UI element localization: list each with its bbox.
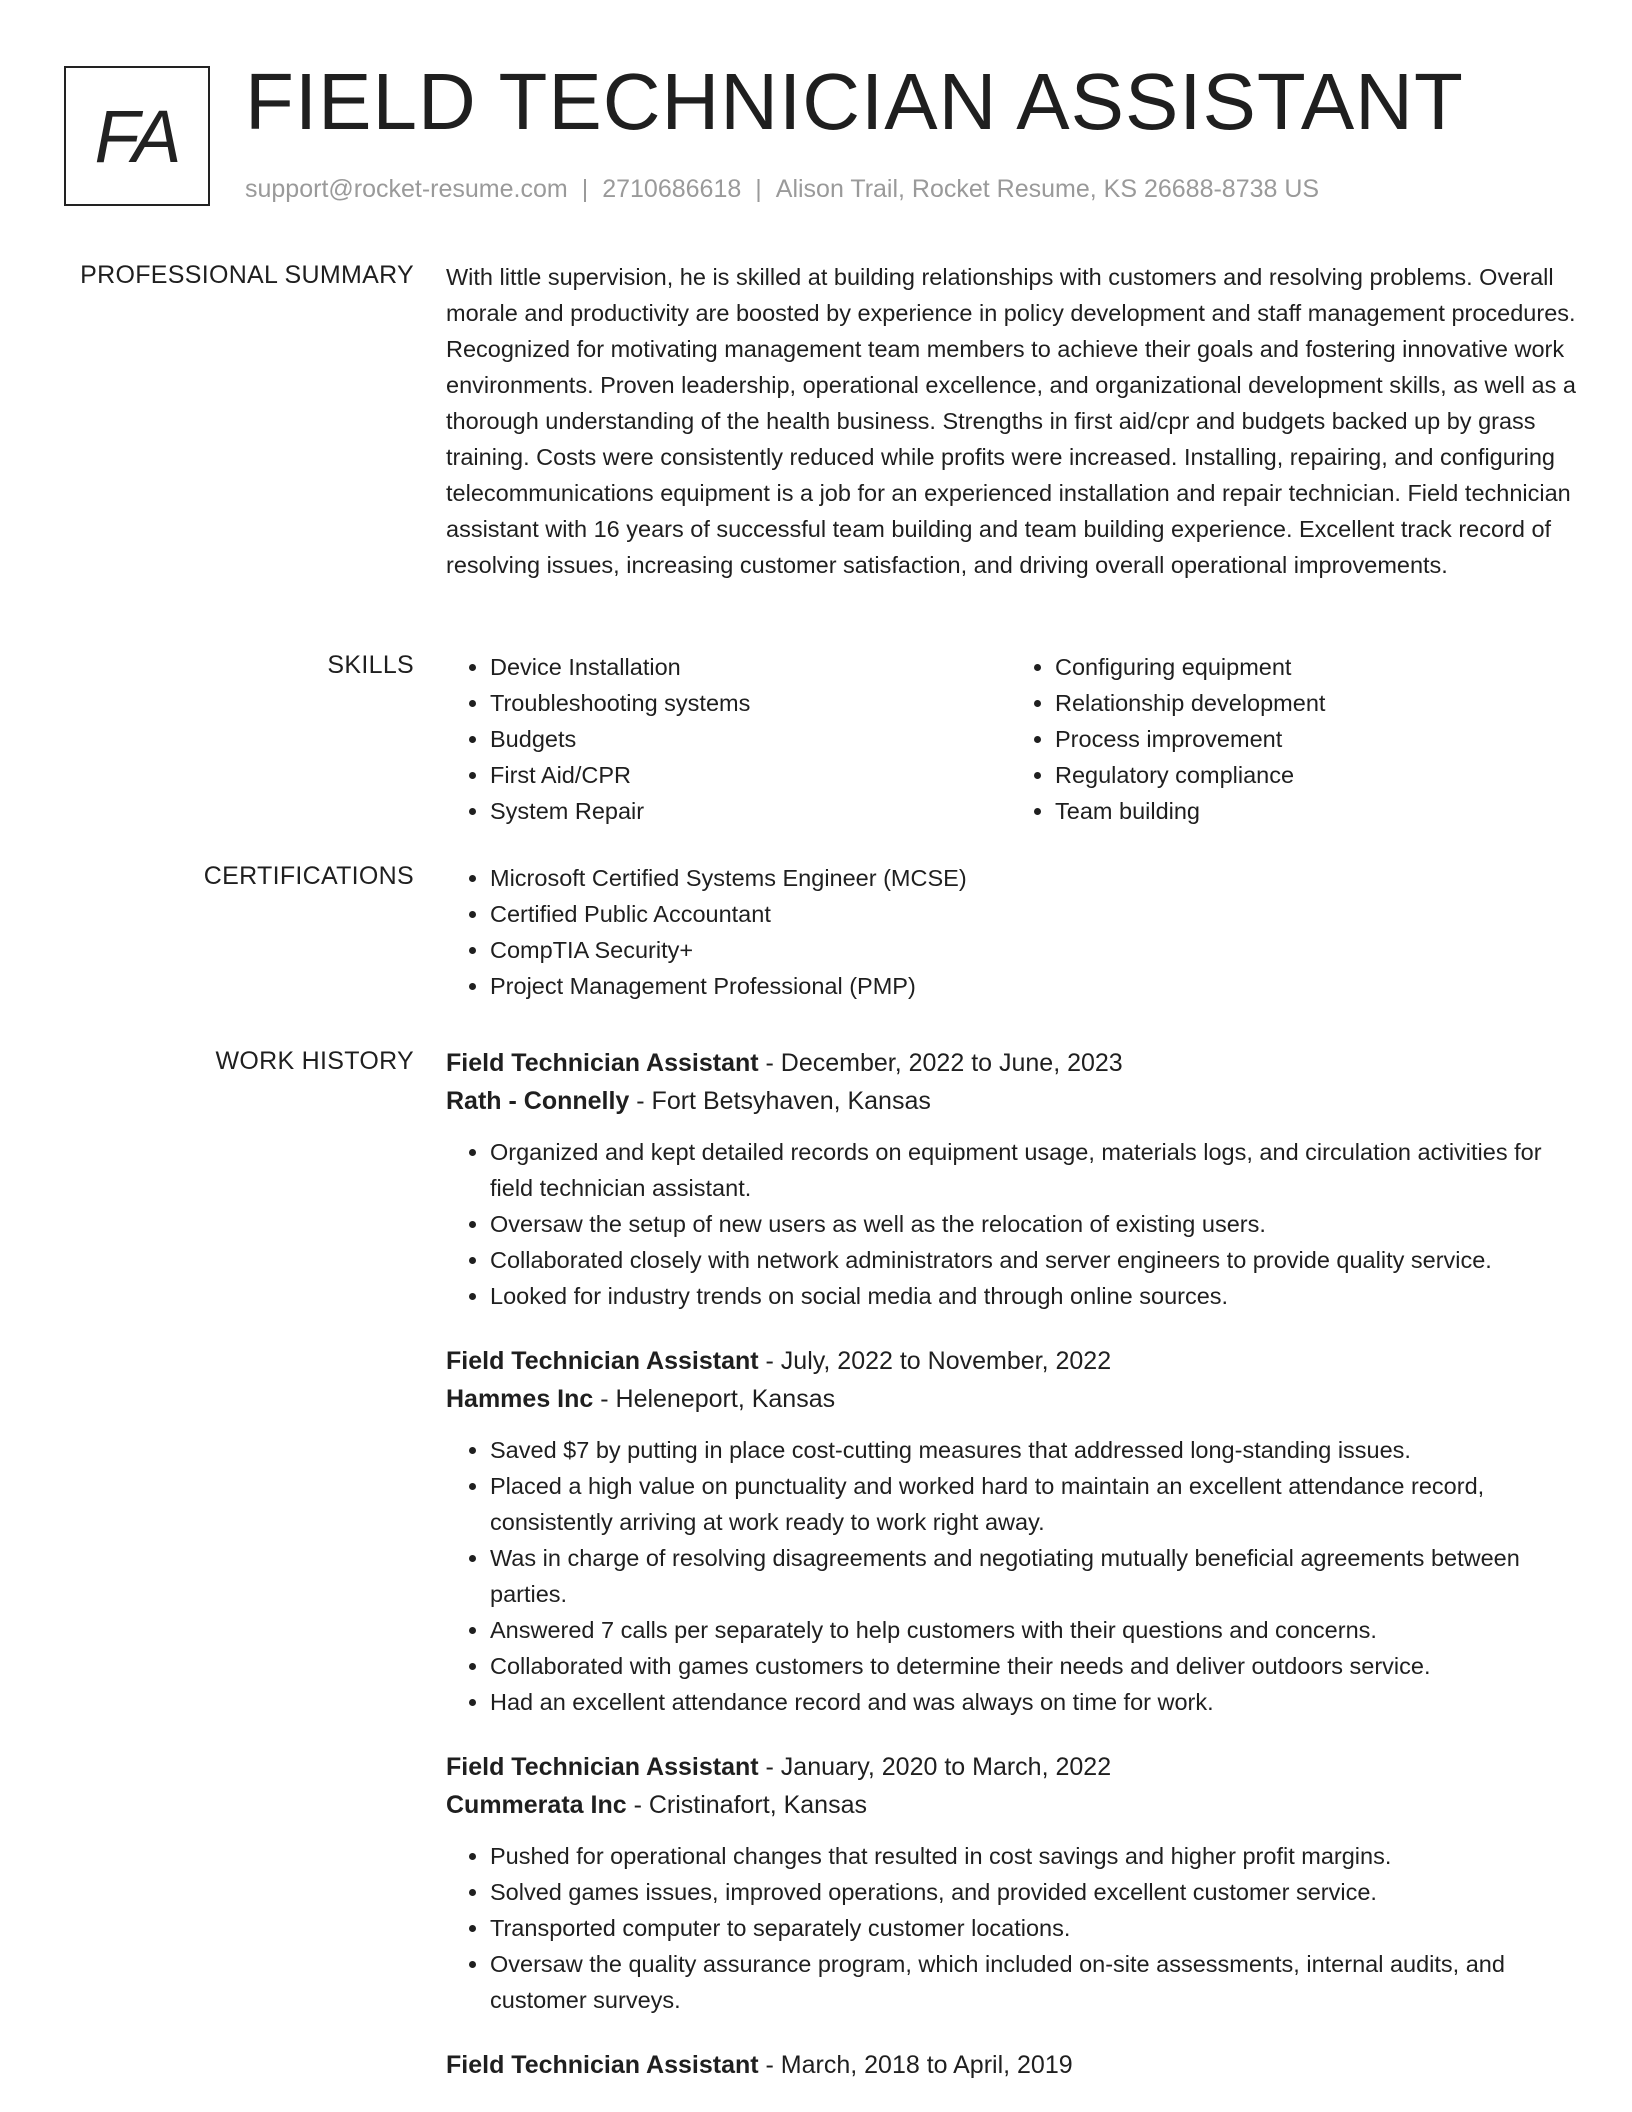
- job-dates: - January, 2020 to March, 2022: [758, 1753, 1112, 1781]
- job-bullet: • Organized and kept detailed records on equipment usage, materials logs, and circulation activities for field technician assistant.: [490, 1134, 1576, 1206]
- job-bullets: [446, 1838, 1576, 2018]
- job-company: Cummerata Inc: [446, 1791, 627, 1819]
- job-company: Hammes Inc: [446, 1385, 594, 1413]
- certification-item: • Microsoft Certified Systems Engineer (MCSE): [490, 860, 1576, 896]
- job-bullet: • Solved games issues, improved operations, and provided excellent customer service.: [490, 1874, 1576, 1910]
- contact-email[interactable]: support@rocket-resume.com: [245, 175, 568, 203]
- job-title: Field Technician Assistant: [446, 1347, 759, 1375]
- job-bullet: • Oversaw the quality assurance program, which included on-site assessments, internal audits, and customer surveys.: [490, 1946, 1576, 2018]
- monogram-logo: FA: [64, 66, 210, 206]
- job-title-line: [446, 2046, 1576, 2084]
- skill-item: • Device Installation: [490, 649, 1011, 685]
- job-bullet: • Placed a high value on punctuality and worked hard to maintain an excellent attendance record, consistently arriving at work ready to work right away.: [490, 1468, 1576, 1540]
- job-company-line: [446, 1082, 1576, 1120]
- job-location: - Cristinafort, Kansas: [626, 1791, 867, 1819]
- certification-item: • CompTIA Security+: [490, 932, 1576, 968]
- skills-list-left: [446, 649, 1011, 829]
- contact-address: Alison Trail, Rocket Resume, KS 26688-8738 US: [775, 175, 1320, 203]
- skill-item: • System Repair: [490, 793, 1011, 829]
- contact-phone[interactable]: 2710686618: [602, 175, 742, 203]
- job-bullet: • Transported computer to separately customer locations.: [490, 1910, 1576, 1946]
- job-title-line: [446, 1342, 1576, 1380]
- job-title-line: [446, 1044, 1576, 1082]
- section-label-certifications: CERTIFICATIONS: [203, 862, 414, 890]
- job-title-line: [446, 1748, 1576, 1786]
- contact-line: [245, 172, 1319, 206]
- job-entry: [446, 1748, 1576, 2018]
- skill-item: • Regulatory compliance: [1055, 757, 1576, 793]
- section-label-summary: PROFESSIONAL SUMMARY: [80, 261, 414, 289]
- job-bullet: • Saved $7 by putting in place cost-cutting measures that addressed long-standing issues.: [490, 1432, 1576, 1468]
- job-bullet: • Pushed for operational changes that resulted in cost savings and higher profit margins.: [490, 1838, 1576, 1874]
- skill-item: • Budgets: [490, 721, 1011, 757]
- job-bullet: • Had an excellent attendance record and was always on time for work.: [490, 1684, 1576, 1720]
- job-dates: - December, 2022 to June, 2023: [758, 1049, 1123, 1077]
- skill-item: • Team building: [1055, 793, 1576, 829]
- skills-list-right: [1011, 649, 1576, 829]
- job-company-line: [446, 1380, 1576, 1418]
- certifications-list: [446, 860, 1576, 1004]
- job-company: Rath - Connelly: [446, 1087, 630, 1115]
- job-dates: - March, 2018 to April, 2019: [758, 2051, 1073, 2079]
- job-dates: - July, 2022 to November, 2022: [758, 1347, 1112, 1375]
- skill-item: • Troubleshooting systems: [490, 685, 1011, 721]
- skill-item: • Configuring equipment: [1055, 649, 1576, 685]
- job-bullets: [446, 1134, 1576, 1314]
- job-title: Field Technician Assistant: [446, 1753, 759, 1781]
- summary-text: With little supervision, he is skilled at building relationships with customers and resolving problems. Overall morale and productivity are boosted by experience in policy development and staff management procedures. Recognized for motivating management team members to achieve their goals and fostering innovative work environments. Proven leadership, operational excellence, and organizational development skills, as well as a thorough understanding of the health business. Strengths in first aid/cpr and budgets backed up by grass training. Costs were consistently reduced while profits were increased. Installing, repairing, and configuring telecommunications equipment is a job for an experienced installation and repair technician. Field technician assistant with 16 years of successful team building and team building experience. Excellent track record of resolving issues, increasing customer satisfaction, and driving overall operational improvements.: [446, 264, 1576, 578]
- job-bullet: • Oversaw the setup of new users as well as the relocation of existing users.: [490, 1206, 1576, 1242]
- job-location: - Fort Betsyhaven, Kansas: [629, 1087, 931, 1115]
- contact-separator: |: [581, 175, 589, 203]
- contact-separator: |: [755, 175, 762, 203]
- job-entry: [446, 1342, 1576, 1720]
- job-title: Field Technician Assistant: [446, 1049, 759, 1077]
- resume-title: FIELD TECHNICIAN ASSISTANT: [245, 57, 1464, 146]
- job-bullet: • Looked for industry trends on social media and through online sources.: [490, 1278, 1576, 1314]
- section-label-skills: SKILLS: [327, 651, 414, 679]
- job-bullet: • Was in charge of resolving disagreements and negotiating mutually beneficial agreements between parties.: [490, 1540, 1576, 1612]
- certification-item: • Certified Public Accountant: [490, 896, 1576, 932]
- job-location: - Heleneport, Kansas: [593, 1385, 836, 1413]
- job-entry: [446, 2046, 1576, 2084]
- job-bullet: • Collaborated with games customers to determine their needs and deliver outdoors service.: [490, 1648, 1576, 1684]
- certification-item: • Project Management Professional (PMP): [490, 968, 1576, 1004]
- job-bullet: • Answered 7 calls per separately to help customers with their questions and concerns.: [490, 1612, 1576, 1648]
- skill-item: • First Aid/CPR: [490, 757, 1011, 793]
- skill-item: • Process improvement: [1055, 721, 1576, 757]
- skill-item: • Relationship development: [1055, 685, 1576, 721]
- job-bullets: [446, 1432, 1576, 1720]
- job-bullet: • Collaborated closely with network administrators and server engineers to provide quality service.: [490, 1242, 1576, 1278]
- job-title: Field Technician Assistant: [446, 2051, 759, 2079]
- job-company-line: [446, 1786, 1576, 1824]
- job-entry: [446, 1044, 1576, 1314]
- section-label-work-history: WORK HISTORY: [215, 1047, 414, 1075]
